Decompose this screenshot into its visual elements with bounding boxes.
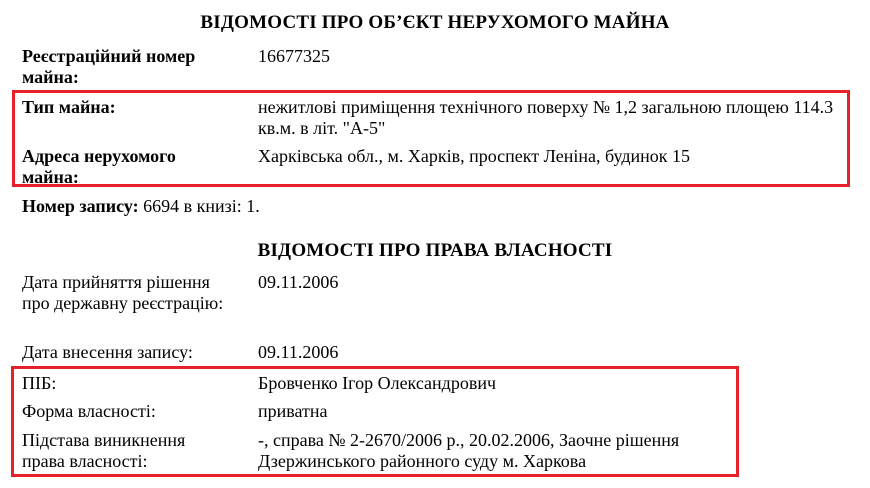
property-type-label: Тип майна: xyxy=(22,97,116,117)
registration-number-value: 16677325 xyxy=(258,46,330,66)
registration-number-label: Реєстраційний номер майна: xyxy=(22,46,196,87)
entry-date-label: Дата внесення запису: xyxy=(22,342,193,362)
record-number-label: Номер запису: xyxy=(22,196,139,216)
ownership-form-value: приватна xyxy=(258,401,328,421)
property-address-value: Харківська обл., м. Харків, проспект Леніна, будинок 15 xyxy=(258,146,691,166)
ownership-basis-label: Підстава виникнення права власності: xyxy=(22,430,186,471)
entry-date-value: 09.11.2006 xyxy=(258,342,339,362)
owner-name-label: ПІБ: xyxy=(22,373,57,393)
ownership-rights-heading: ВІДОМОСТІ ПРО ПРАВА ВЛАСНОСТІ xyxy=(257,240,613,261)
property-type-value: нежитлові приміщення технічного поверху № 1,2 загальною площею 114.3 кв.м. в літ. "А-5" xyxy=(258,97,834,138)
owner-name-value: Бровченко Ігор Олександрович xyxy=(258,373,497,393)
property-address-label: Адреса нерухомого майна: xyxy=(22,146,176,187)
property-info-heading: ВІДОМОСТІ ПРО ОБ’ЄКТ НЕРУХОМОГО МАЙНА xyxy=(200,12,670,33)
ownership-form-label: Форма власності: xyxy=(22,401,156,421)
ownership-basis-value: -, справа № 2-2670/2006 р., 20.02.2006, Заочне рішення Дзержинського районного суду м. Харкова xyxy=(258,430,680,471)
decision-date-value: 09.11.2006 xyxy=(258,272,339,292)
decision-date-label: Дата прийняття рішення про державну реєстрацію: xyxy=(22,272,224,313)
record-number-value: 6694 в книзі: 1. xyxy=(138,196,260,216)
record-number xyxy=(22,196,260,217)
